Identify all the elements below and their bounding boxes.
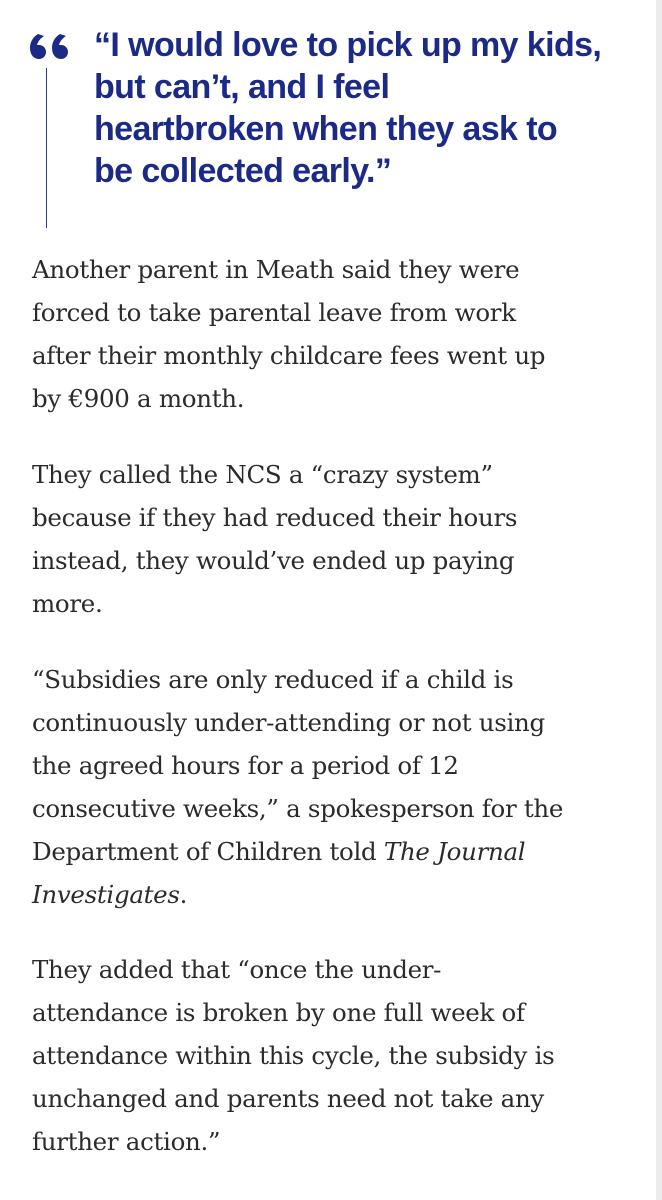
paragraph-meath-parent xyxy=(32,248,632,420)
paragraph-line: attendance is broken by one full week of xyxy=(32,998,525,1027)
paragraph-under-attendance xyxy=(32,948,632,1163)
paragraph-line: They added that “once the under- xyxy=(32,955,442,984)
paragraph-line: by €900 a month. xyxy=(32,384,245,413)
paragraph-line xyxy=(32,873,632,916)
paragraph-line: instead, they would’ve ended up paying xyxy=(32,546,515,575)
paragraph-crazy-system xyxy=(32,453,632,625)
paragraph-line: Another parent in Meath said they were xyxy=(32,255,520,284)
pull-quote-line: heartbroken when they ask to xyxy=(94,110,558,148)
paragraph-line: after their monthly childcare fees went up xyxy=(32,341,546,370)
paragraph-line: further action.” xyxy=(32,1127,221,1156)
paragraph-line: continuously under-attending or not using xyxy=(32,708,545,737)
publication-name: The Journal xyxy=(383,837,526,866)
paragraph-line xyxy=(32,830,632,873)
paragraph-line: “Subsidies are only reduced if a child is xyxy=(32,665,514,694)
paragraph-line: more. xyxy=(32,589,103,618)
paragraph-line: consecutive weeks,” a spokesperson for the xyxy=(32,794,564,823)
publication-name-continued: Investigates xyxy=(32,880,180,909)
plain-text: . xyxy=(179,880,188,909)
paragraph-line: forced to take parental leave from work xyxy=(32,298,516,327)
plain-text: Department of Children told xyxy=(32,837,384,866)
quote-rule xyxy=(46,68,47,228)
pull-quote-line: but can’t, and I feel xyxy=(94,68,390,106)
pull-quote-line: “I would love to pick up my kids, xyxy=(94,26,602,64)
paragraph-line: because if they had reduced their hours xyxy=(32,503,518,532)
paragraph-line: They called the NCS a “crazy system” xyxy=(32,460,493,489)
paragraph-line: the agreed hours for a period of 12 xyxy=(32,751,459,780)
paragraph-line: attendance within this cycle, the subsidy is xyxy=(32,1041,555,1070)
page-edge xyxy=(656,0,662,1200)
pull-quote xyxy=(30,24,630,206)
paragraph-spokesperson xyxy=(32,658,632,916)
pull-quote-text xyxy=(94,24,634,192)
paragraph-line: unchanged and parents need not take any xyxy=(32,1084,544,1113)
pull-quote-line: be collected early.” xyxy=(94,152,392,190)
quote-mark-icon xyxy=(30,34,70,60)
